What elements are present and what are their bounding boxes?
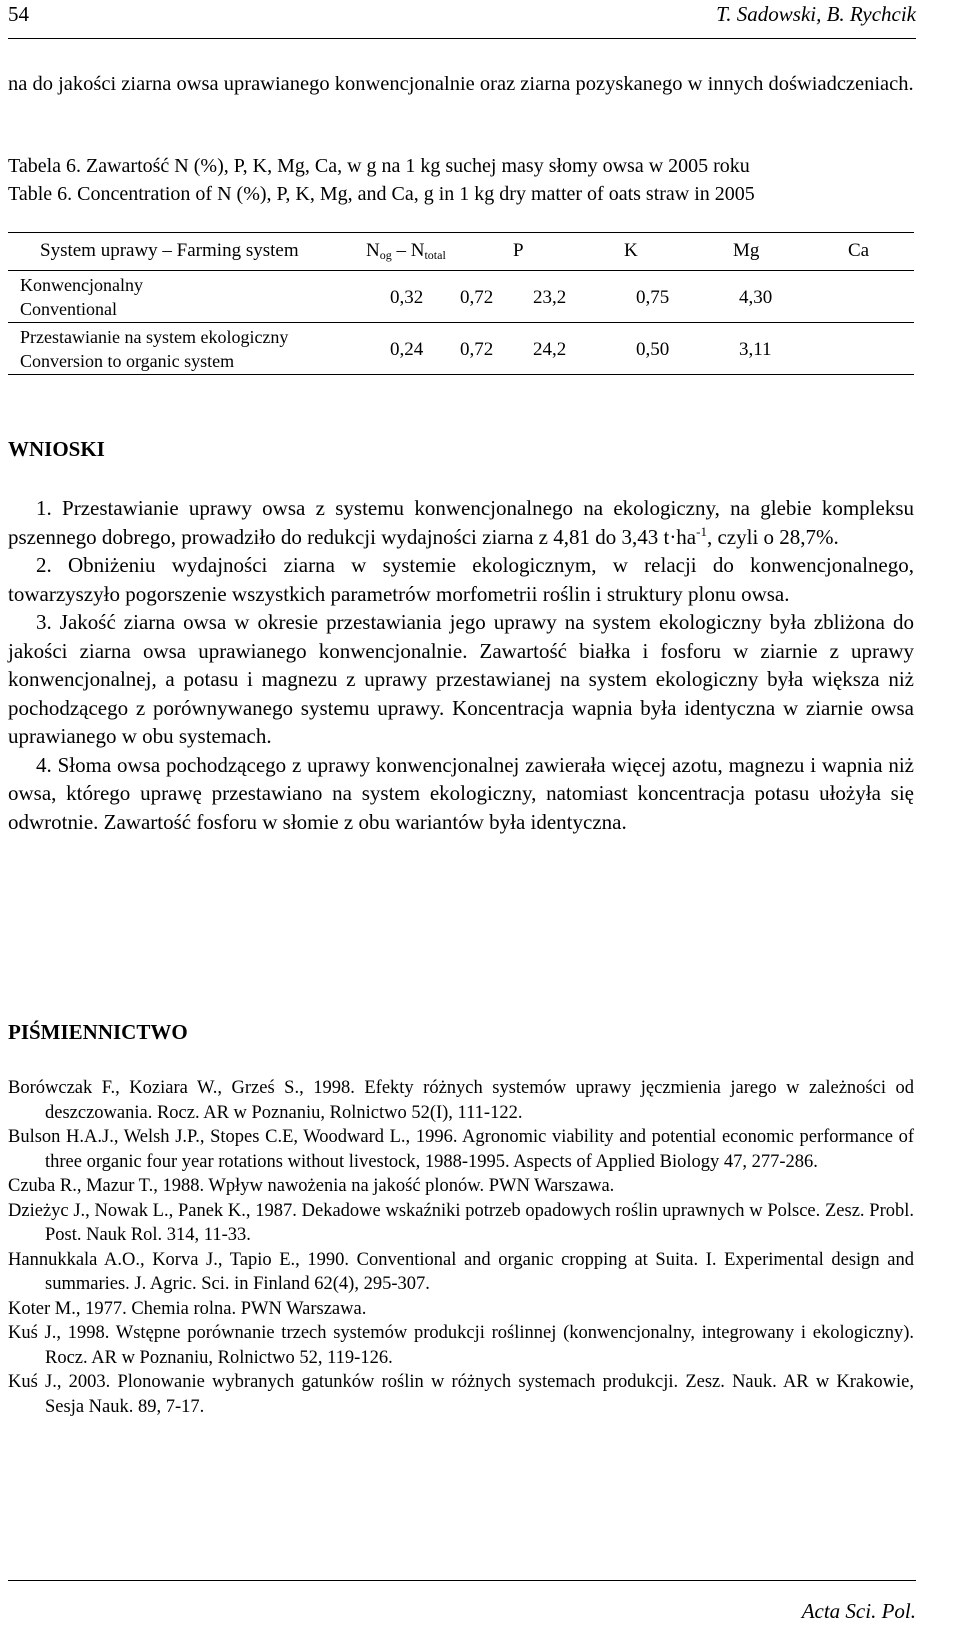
reference-item: Bulson H.A.J., Welsh J.P., Stopes C.E, Woodward L., 1996. Agronomic viability and potential economic performance of three organic four year rotations without livestock, 1988-1995. Aspects of Applied Biology 47, 277-286.: [8, 1127, 914, 1172]
table-cell: 0,24: [390, 339, 424, 360]
conclusion-3: 3. Jakość ziarna owsa w okresie przestawiania jego uprawy na system ekologiczny była zbliżona do jakości ziarna owsa uprawianego konwencjonalnie. Zawartość białka i fosforu w ziarnie z uprawy konwencjonalnej, a potasu i magnezu z uprawy przestawianej na system ekologiczny była większa niż pochodzącego z porównywanego systemu uprawy. Koncentracja wapnia była identyczna w ziarnie owsa uprawianego w obu systemach.: [8, 610, 914, 748]
reference-item: Hannukkala A.O., Korva J., Tapio E., 1990. Conventional and organic cropping at Suita. I. Experimental design and summaries. J. Agric. Sci. in Finland 62(4), 295-307.: [8, 1249, 914, 1294]
conclusion-2: 2. Obniżeniu wydajności ziarna w systemie ekologicznym, w relacji do konwencjonalnego, towarzyszyło pogorszenie wszystkich parametrów morfometrii roślin i struktury plonu owsa.: [8, 553, 914, 606]
table-row-rule: [8, 322, 914, 323]
table-cell: 0,72: [460, 339, 494, 360]
table-row-label-conventional: Konwencjonalny Conventional: [20, 275, 143, 319]
conclusions-body: [8, 494, 914, 836]
journal-footer: Acta Sci. Pol.: [801, 1599, 916, 1623]
table-header-ca: Ca: [848, 240, 870, 261]
conclusion-1: 1. Przestawianie uprawy owsa z systemu konwencjonalnego na ekologiczny, na glebie kompleksu pszennego dobrego, prowadziło do redukcji wydajności ziarna z 4,81 do 3,43 $t\cdot ha^{-1}$, czyli o 28,7%.: [8, 496, 914, 549]
table-cell: 4,30: [739, 287, 773, 308]
references-heading: PIŚMIENNICTWO: [8, 1020, 188, 1044]
table-cell: 23,2: [533, 287, 567, 308]
header-rule: [8, 38, 916, 39]
table-cell: 0,72: [460, 287, 494, 308]
table-header-p: P: [513, 240, 524, 261]
table-cell: 3,11: [739, 339, 772, 360]
table-cell: 24,2: [533, 339, 567, 360]
footer-rule: [8, 1580, 916, 1581]
reference-item: Kuś J., 1998. Wstępne porównanie trzech systemów produkcji roślinnej (konwencjonalny, integrowany i ekologiczny). Rocz. AR w Poznaniu, Rolnictwo 52, 119-126.: [8, 1323, 914, 1368]
table-cell: 0,75: [636, 287, 670, 308]
table-header-system: System uprawy – Farming system: [40, 240, 299, 261]
conclusion-4: 4. Słoma owsa pochodzącego z uprawy konwencjonalnej zawierała więcej azotu, magnezu i wapnia niż owsa, którego uprawę przestawiano na system ekologiczny, natomiast koncentracja potasu ułożyła się odwrotnie. Zawartość fosforu w słomie z obu wariantów była identyczna.: [8, 752, 914, 834]
reference-item: Kuś J., 2003. Plonowanie wybranych gatunków roślin w różnych systemach produkcji. Zesz. Nauk. AR w Krakowie, Sesja Nauk. 89, 7-17.: [8, 1372, 914, 1417]
table-bottom-rule: [8, 374, 914, 375]
reference-item: Borówczak F., Koziara W., Grześ S., 1998. Efekty różnych systemów uprawy jęczmienia jarego w zależności od deszczowania. Rocz. AR w Poznaniu, Rolnictwo 52(I), 111-122.: [8, 1078, 914, 1123]
reference-item: Koter M., 1977. Chemia rolna. PWN Warszawa.: [8, 1298, 367, 1319]
table-header-nitrogen: $N_{og} - N_{total}$: [366, 240, 446, 262]
conclusions-heading: WNIOSKI: [8, 437, 105, 461]
page-number: 54: [8, 2, 29, 26]
table-top-rule: [8, 232, 914, 233]
reference-item: Dzieżyc J., Nowak L., Panek K., 1987. Dekadowe wskaźniki potrzeb opadowych roślin uprawnych w Polsce. Zesz. Probl. Post. Nauk Rol. 314, 11-33.: [8, 1200, 914, 1245]
table-header-rule: [8, 270, 914, 271]
running-header-authors: T. Sadowski, B. Rychcik: [716, 2, 916, 26]
table-caption-en: Table 6. Concentration of N (%), P, K, Mg, and Ca, g in 1 kg dry matter of oats straw in 2005: [8, 183, 755, 205]
table-header-mg: Mg: [733, 240, 760, 261]
intro-paragraph: na do jakości ziarna owsa uprawianego konwencjonalnie oraz ziarna pozyskanego w innych doświadczeniach.: [8, 73, 914, 95]
table-caption-pl: Tabela 6. Zawartość N (%), P, K, Mg, Ca, w g na 1 kg suchej masy słomy owsa w 2005 roku: [8, 155, 750, 177]
reference-item: Czuba R., Mazur T., 1988. Wpływ nawożenia na jakość plonów. PWN Warszawa.: [8, 1176, 615, 1196]
table-row-label-conversion: Przestawianie na system ekologiczny Conversion to organic system: [20, 327, 289, 371]
references-list: [8, 1076, 914, 1419]
table-header-k: K: [624, 240, 638, 261]
table-cell: 0,32: [390, 287, 424, 308]
table-cell: 0,50: [636, 339, 670, 360]
